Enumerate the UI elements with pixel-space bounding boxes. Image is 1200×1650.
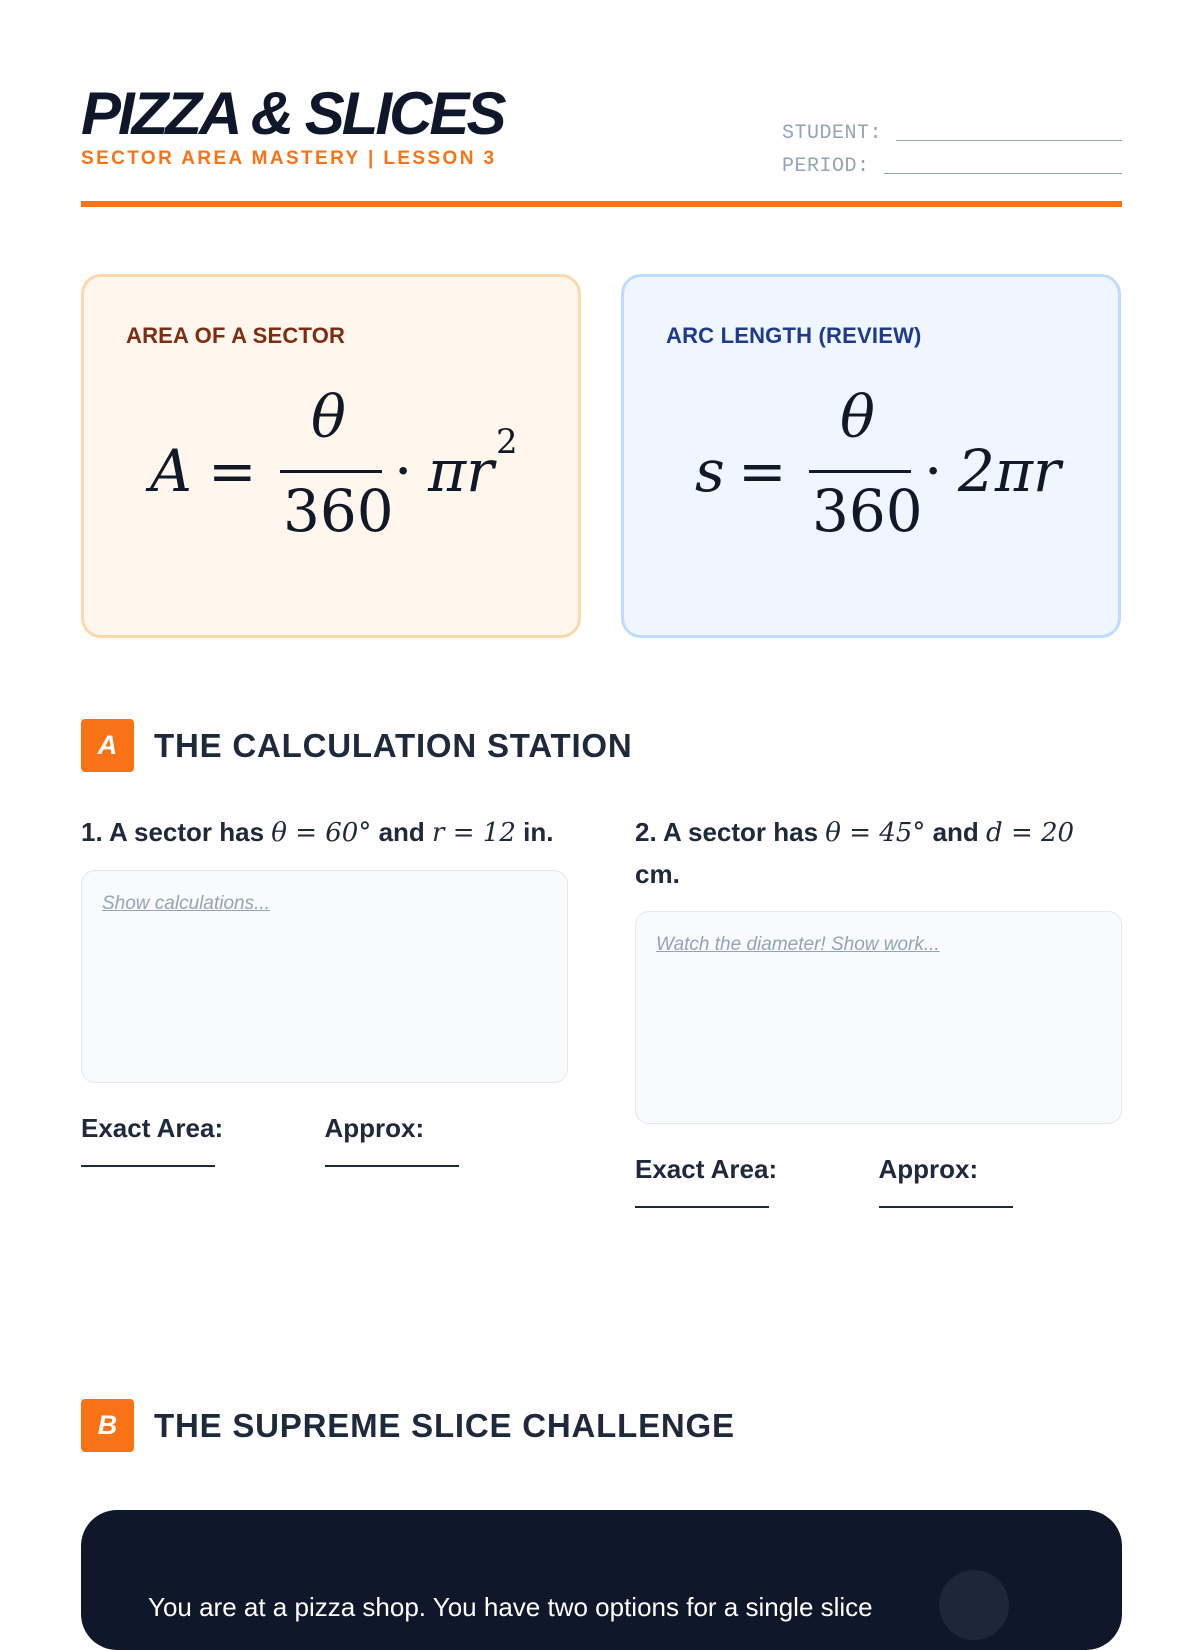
problem-1-measure: r = 12 <box>432 818 516 848</box>
problem-2-hint: Watch the diameter! Show work... <box>656 934 940 955</box>
problem-1-joiner: and <box>378 817 425 847</box>
arc-lhs: s <box>695 437 725 505</box>
formula-exponent: 2 <box>496 422 518 462</box>
header-divider <box>81 201 1122 207</box>
exact-area-blank[interactable] <box>635 1206 769 1208</box>
problem-2-exact <box>635 1154 879 1208</box>
section-a-title: THE CALCULATION STATION <box>154 726 633 764</box>
section-b-heading <box>81 1399 735 1452</box>
exact-area-label: Exact Area: <box>81 1113 224 1143</box>
problem-2-suffix: cm. <box>635 859 680 889</box>
student-label: STUDENT: <box>782 122 883 145</box>
period-field[interactable] <box>782 145 1122 178</box>
student-field[interactable] <box>782 112 1122 145</box>
formula-dot: · <box>394 437 413 505</box>
problem-2-text <box>635 812 1122 895</box>
problem-1-answers <box>81 1113 568 1167</box>
sector-area-card <box>81 274 581 638</box>
arc-length-label: ARC LENGTH (REVIEW) <box>666 323 922 348</box>
problem-2-measure: d = 20 <box>986 818 1075 848</box>
approx-label: Approx: <box>878 1154 979 1184</box>
arc-numerator: θ <box>840 383 875 451</box>
arc-fraction-bar <box>809 470 911 473</box>
problem-1 <box>81 812 568 1167</box>
approx-blank[interactable] <box>325 1165 459 1167</box>
section-b-title: THE SUPREME SLICE CHALLENGE <box>154 1406 735 1444</box>
challenge-intro: You are at a pizza shop. You have two options for a single slice <box>148 1592 873 1622</box>
student-blank[interactable] <box>896 140 1122 141</box>
problem-1-hint: Show calculations... <box>102 893 270 914</box>
section-a-badge: A <box>81 719 134 772</box>
section-b-badge: B <box>81 1399 134 1452</box>
formula-numerator: θ <box>311 383 346 451</box>
problem-2-angle: θ = 45° <box>825 818 926 848</box>
arc-length-card <box>621 274 1121 638</box>
problem-1-work-area[interactable] <box>81 870 568 1083</box>
formula-denominator: 360 <box>283 477 394 545</box>
approx-label: Approx: <box>324 1113 425 1143</box>
problem-1-text <box>81 812 568 854</box>
problem-2-work-area[interactable] <box>635 911 1122 1124</box>
period-blank[interactable] <box>884 173 1122 174</box>
problem-2 <box>635 812 1122 1208</box>
period-label: PERIOD: <box>782 155 870 178</box>
sector-area-formula <box>84 383 578 547</box>
exact-area-label: Exact Area: <box>635 1154 778 1184</box>
arc-equals: = <box>738 437 787 505</box>
approx-blank[interactable] <box>879 1206 1013 1208</box>
page-subtitle: SECTOR AREA MASTERY | LESSON 3 <box>81 148 497 169</box>
problem-1-suffix: in. <box>523 817 554 847</box>
formula-fraction-bar <box>280 470 382 473</box>
page-title: PIZZA & SLICES <box>81 80 504 147</box>
pizza-icon <box>939 1570 1009 1640</box>
worksheet-header <box>81 80 1122 208</box>
problem-1-angle: θ = 60° <box>271 818 372 848</box>
exact-area-blank[interactable] <box>81 1165 215 1167</box>
arc-denominator: 360 <box>812 477 923 545</box>
problem-2-joiner: and <box>932 817 979 847</box>
arc-length-formula <box>624 383 1118 547</box>
formula-equals: = <box>208 437 257 505</box>
problem-1-approx <box>325 1113 569 1167</box>
sector-area-label: AREA OF A SECTOR <box>126 323 346 348</box>
arc-rhs: 2πr <box>958 437 1061 505</box>
section-a-heading <box>81 719 633 772</box>
formula-rhs: πr <box>428 437 494 505</box>
problem-2-approx <box>879 1154 1123 1208</box>
problem-1-prefix: 1. A sector has <box>81 817 265 847</box>
formula-lhs: A <box>150 437 192 505</box>
problem-2-prefix: 2. A sector has <box>635 817 819 847</box>
problem-1-exact <box>81 1113 325 1167</box>
arc-dot: · <box>924 437 943 505</box>
problem-2-answers <box>635 1154 1122 1208</box>
challenge-card <box>81 1510 1122 1650</box>
student-info <box>782 112 1122 178</box>
